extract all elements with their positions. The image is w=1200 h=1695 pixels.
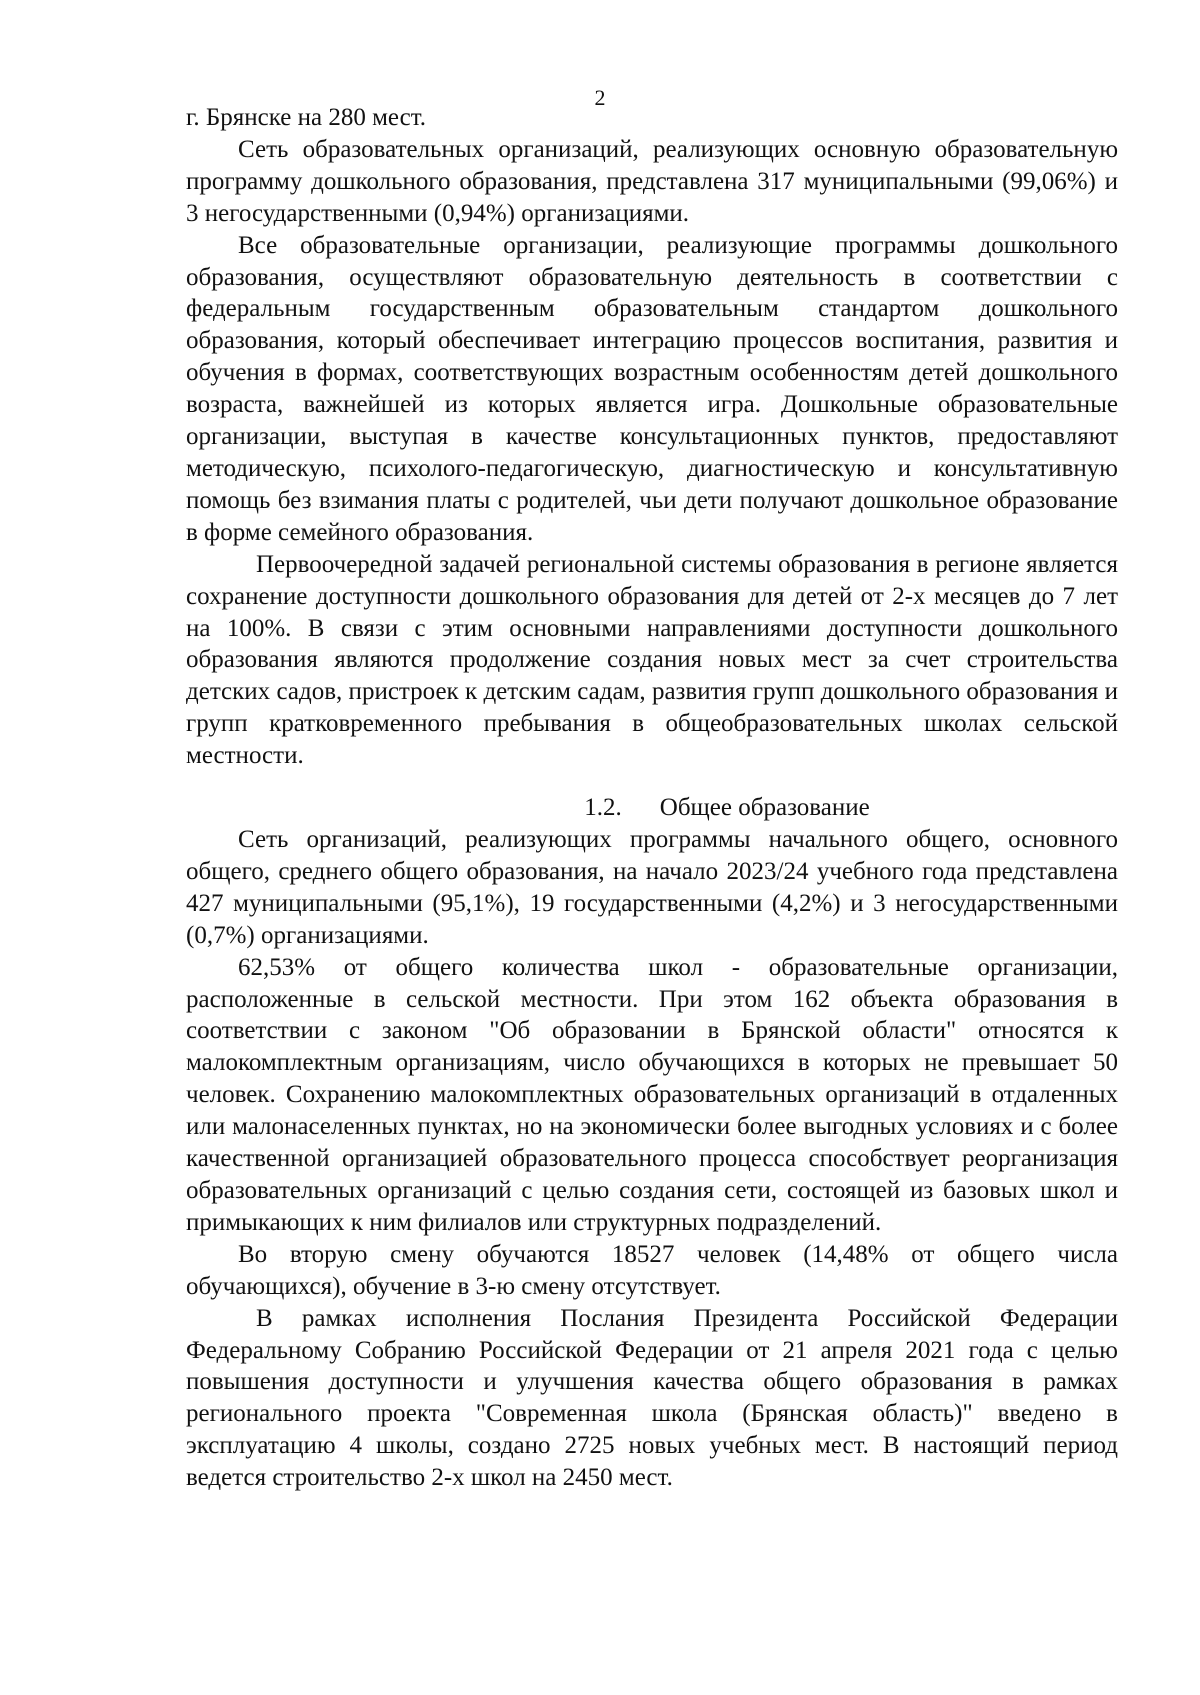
document-body (186, 102, 1118, 1494)
paragraph-rural-schools: 62,53% от общего количества школ - образовательные организации, расположенные в сельской местности. При этом 162 объекта образования в соответствии с законом "Об образовании в Брянской области" относятся к малокомплектным организациям, число обучающихся в которых не превышает 50 человек. Сохранению малокомплектных образовательных организаций в отдаленных или малонаселенных пунктах, но на экономически более выгодных условиях и с более качественной организацией образовательного процесса способствует реорганизация образовательных организаций с целью создания сети, состоящей из базовых школ и примыкающих к ним филиалов или структурных подразделений. (186, 953, 1118, 1236)
paragraph-modern-school-project: В рамках исполнения Послания Президента Российской Федерации Федеральному Собранию Российской Федерации от 21 апреля 2021 года с целью повышения доступности и улучшения качества общего образования в рамках регионального проекта "Современная школа (Брянская область)" введено в эксплуатацию 4 школы, создано 2725 новых учебных мест. В настоящий период ведется строительство 2-х школ на 2450 мест. (186, 1304, 1118, 1492)
paragraph-second-shift: Во вторую смену обучаются 18527 человек (14,48% от общего числа обучающихся), обучение в 3-ю смену отсутствует. (186, 1240, 1118, 1300)
paragraph-continuation: г. Брянске на 280 мест. (186, 104, 427, 131)
paragraph-general-network: Сеть организаций, реализующих программы начального общего, основного общего, среднего общего образования, на начало 2023/24 учебного года представлена 427 муниципальными (95,1%), 19 государственными (4,2%) и 3 негосударственными (0,7%) организациями. (186, 826, 1118, 949)
paragraph-preschool-priority: Первоочередной задачей региональной системы образования в регионе является сохранение доступности дошкольного образования для детей от 2-х месяцев до 7 лет на 100%. В связи с этим основными направлениями доступности дошкольного образования являются продолжение создания новых мест за счет строительства детских садов, пристроек к детским садам, развития групп дошкольного образования и групп кратковременного пребывания в общеобразовательных школах сельской местности. (186, 550, 1118, 770)
paragraph-preschool-standard: Все образовательные организации, реализующие программы дошкольного образования, осуществляют образовательную деятельность в соответствии с федеральным государственным образовательным стандартом дошкольного образования, который обеспечивает интеграцию процессов воспитания, развития и обучения в формах, соответствующих возрастным особенностям детей дошкольного возраста, важнейшей из которых является игра. Дошкольные образовательные организации, выступая в качестве консультационных пунктов, предоставляют методическую, психолого-педагогическую, диагностическую и консультативную помощь без взимания платы с родителей, чьи дети получают дошкольное образование в форме семейного образования. (186, 231, 1118, 546)
page-number: 2 (594, 85, 606, 110)
paragraph-preschool-network: Сеть образовательных организаций, реализующих основную образовательную программу дошкольного образования, представлена 317 муниципальными (99,06%) и 3 негосударственными (0,94%) организациями. (186, 135, 1118, 227)
section-title: Общее образование (659, 794, 870, 822)
section-number: 1.2. (584, 794, 622, 822)
section-heading (186, 792, 1118, 824)
